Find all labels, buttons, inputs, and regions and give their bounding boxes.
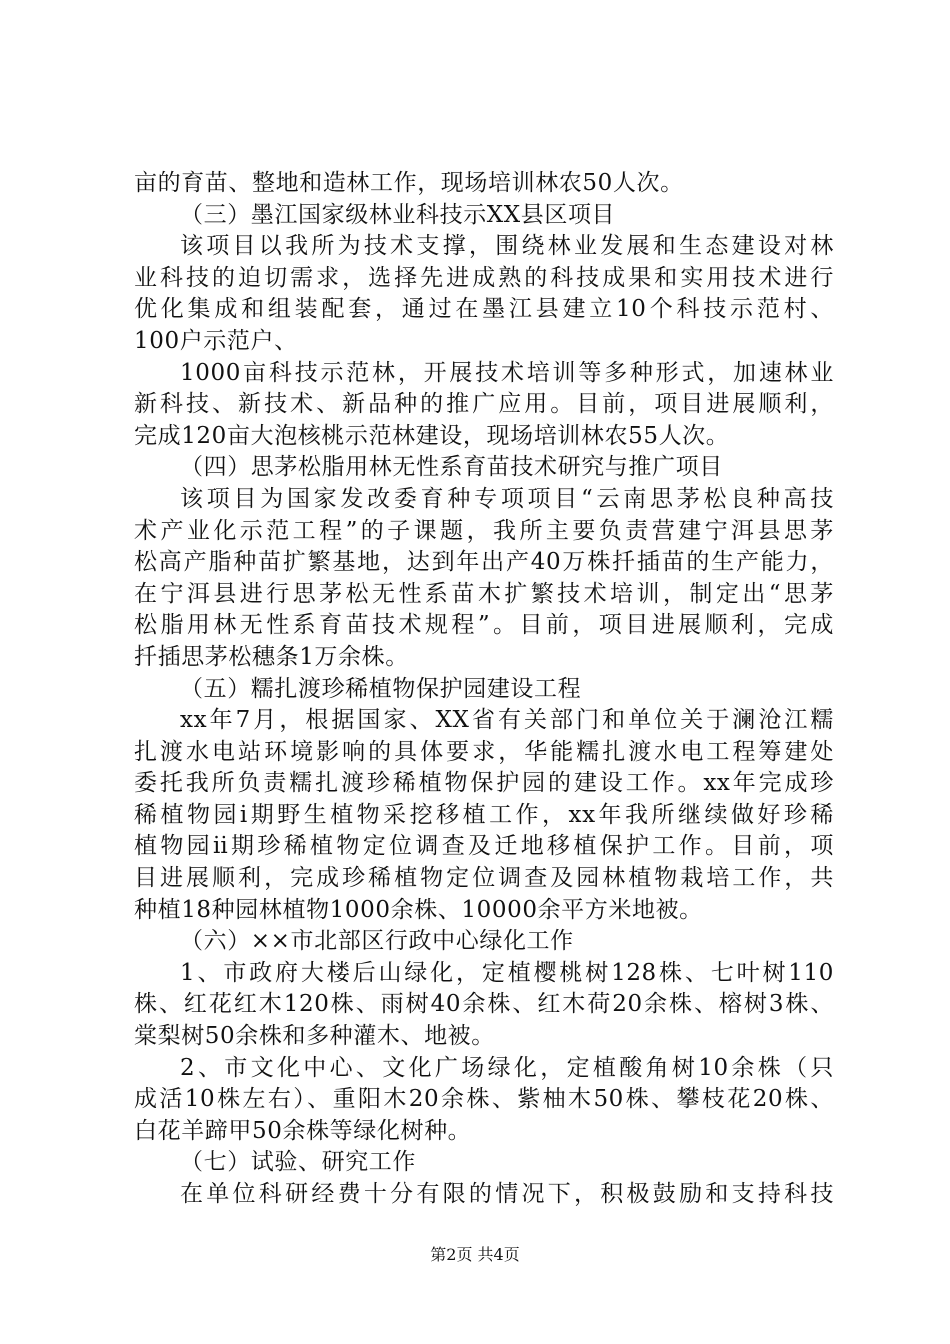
text-line: 稀植物园ⅰ期野生植物采挖移植工作，xx年我所继续做好珍稀 <box>134 801 834 828</box>
text-line: 1、市政府大楼后山绿化，定植樱桃树128株、七叶树110 <box>180 959 834 986</box>
document-body <box>134 168 834 1211</box>
text-line: 委托我所负责糯扎渡珍稀植物保护园的建设工作。xx年完成珍 <box>134 770 834 797</box>
text-line: xx年7月，根据国家、XX省有关部门和单位关于澜沧江糯 <box>180 707 834 734</box>
text-line: 扎渡水电站环境影响的具体要求，华能糯扎渡水电工程筹建处 <box>134 738 834 765</box>
text-line: （七）试验、研究工作 <box>180 1149 416 1176</box>
text-line: （五）糯扎渡珍稀植物保护园建设工程 <box>180 675 582 702</box>
text-line: 亩的育苗、整地和造林工作，现场培训林农50人次。 <box>134 170 684 196</box>
text-line: 白花羊蹄甲50余株等绿化树种。 <box>134 1117 472 1144</box>
text-line: 种植18种园林植物1000余株、10000余平方米地被。 <box>134 896 703 923</box>
text-line: 目进展顺利，完成珍稀植物定位调查及园林植物栽培工作，共 <box>134 865 834 892</box>
text-line: 优化集成和组装配套，通过在墨江县建立10个科技示范村、 <box>134 296 834 323</box>
text-line: 在宁洱县进行思茅松无性系苗木扩繁技术培训，制定出“思茅 <box>134 580 834 607</box>
page-footer: 第2页 共4页 <box>430 1245 520 1264</box>
text-line: 该项目为国家发改委育种专项项目“云南思茅松良种高技 <box>180 485 834 512</box>
text-line: 在单位科研经费十分有限的情况下，积极鼓励和支持科技 <box>180 1181 834 1207</box>
text-line: 1000亩科技示范林，开展技术培训等多种形式，加速林业 <box>180 359 834 386</box>
text-line: （三）墨江国家级林业科技示XX县区项目 <box>180 201 616 228</box>
text-line: 松高产脂种苗扩繁基地，达到年出产40万株扦插苗的生产能力， <box>134 549 834 576</box>
text-line: 术产业化示范工程”的子课题，我所主要负责营建宁洱县思茅 <box>134 517 834 544</box>
text-line: 业科技的迫切需求，选择先进成熟的科技成果和实用技术进行 <box>134 264 834 291</box>
text-line: 松脂用林无性系育苗技术规程”。目前，项目进展顺利，完成 <box>134 612 834 639</box>
text-line: 完成120亩大泡核桃示范林建设，现场培训林农55人次。 <box>134 422 730 449</box>
text-line: 100户示范户、 <box>134 327 298 354</box>
text-line: 株、红花红木120株、雨树40余株、红木荷20余株、榕树3株、 <box>134 991 834 1018</box>
text-line: 成活10株左右）、重阳木20余株、紫柚木50株、攀枝花20株、 <box>134 1086 834 1113</box>
text-line: 棠梨树50余株和多种灌木、地被。 <box>134 1023 495 1050</box>
text-line: （六）××市北部区行政中心绿化工作 <box>180 928 574 955</box>
text-line: 该项目以我所为技术支撑，围绕林业发展和生态建设对林 <box>180 233 834 260</box>
text-line: （四）思茅松脂用林无性系育苗技术研究与推广项目 <box>180 454 723 481</box>
text-line: 扦插思茅松穗条1万余株。 <box>134 643 409 670</box>
text-line: 2、市文化中心、文化广场绿化，定植酸角树10余株（只 <box>180 1054 834 1081</box>
text-line: 植物园ⅱ期珍稀植物定位调查及迁地移植保护工作。目前，项 <box>134 833 834 860</box>
text-line: 新科技、新技术、新品种的推广应用。目前，项目进展顺利， <box>134 391 834 418</box>
